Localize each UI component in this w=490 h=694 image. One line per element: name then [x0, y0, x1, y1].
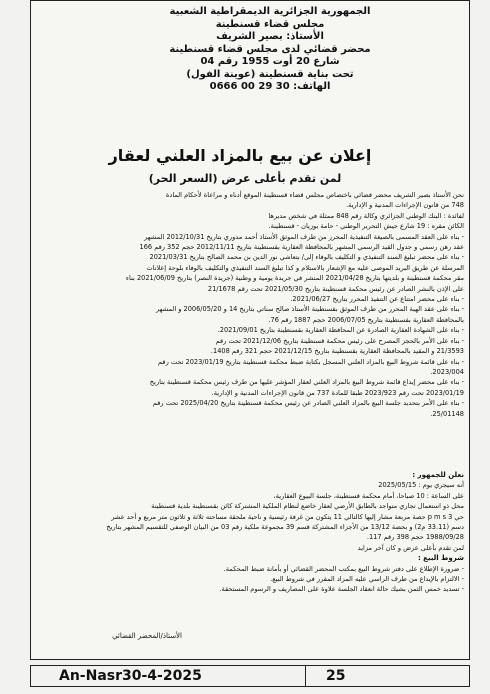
body-line: بالمحافظة العقارية بقسنطينة بتاريخ 2006/07/05 حجم 1887 رقم 76. [268, 315, 464, 324]
body-line: - بناء على محضر إيداع قائمة شروط البيع بالمزاد العلني لعقار المؤشر عليها من طرف رئيس محكمة قسنطينة بتاريخ [149, 378, 464, 387]
sale-condition: - ضرورة الإطلاع على دفتر شروط البيع بمكتب المحضر القضائي أو بأمانة ضبط المحكمة. [223, 564, 464, 573]
body-line: - بناء على الأمر بتحديد جلسة البيع بالمزاد العلني الصادر عن رئيس محكمة قسنطينة بتاريخ 2025/04/20 تحت رقم [152, 399, 464, 408]
header-line: شارع 20 أوت 1955 رقم 04 [200, 56, 340, 67]
notice-header [150, 6, 390, 94]
header-line: تحت بناية قسنطينة (عوينة الفول) [186, 68, 354, 80]
body-line: 21/3593 و المقيد بالمحافظة العقارية بقسنطينة بتاريخ 2021/12/15 حجم 321 رقم 1408. [210, 347, 464, 356]
header-line: الأستاذ: بصير الشريف [216, 31, 324, 42]
header-line: الهاتف: 30 29 00 0666 [209, 81, 331, 92]
newspaper-issue-label: An-Nasr30-4-2025 [59, 668, 202, 684]
page-number: 25 [326, 668, 346, 684]
header-line: محضر قضائي لدى مجلس قضاء قسنطينة [169, 43, 371, 55]
body-line: 2023/004. [430, 367, 464, 376]
property-description: محل ذو استعمال تجاري متواجد بالطابق الأرضي لعقار خاضع لنظام الملكية المشتركة كائن بقسنطينة بلدية قسنطينة [151, 502, 464, 511]
body-line: لفائدة : البنك الوطني الجزائري وكالة رقم 848 ممثلة في شخص مديرها [268, 211, 464, 220]
property-description: دسم (33.11 م2) و بحصة 13/12 من الأجزاء المشتركة قسم 39 مجموعة ملكية رقم 03 من البيان الوصفي للتقسيم المشهر بتاريخ [106, 523, 464, 532]
body-line: 748 من قانون الإجراءات المدنية و الإدارية. [346, 201, 464, 210]
body-line: 2023/01/19 تحت رقم 2023/923 طبقا للمادة 737 من قانون الإجراءات المدنية و الإدارية. [211, 388, 464, 397]
announcement-heading: نعلن للجمهور : [412, 471, 464, 479]
body-line: الكائن مقره : 19 شارع جيش التحرير الوطني - حامة بوزيان - قسنطينة. [268, 222, 464, 231]
header-line: الجمهورية الجزائرية الديمقراطية الشعبية [169, 6, 371, 17]
body-line: - بناء على محضر تبليغ السند التنفيذي و التكليف بالوفاء إلى/ بتعاشي نور الدين بن محمد الصالح بتاريخ 2021/03/31 [149, 253, 464, 262]
body-line: - بناء على الشهادة العقارية الصادرة عن المحافظة العقارية بقسنطينة بتاريخ 2021/09/01. [217, 326, 464, 335]
body-line: نحن الأستاذ بصير الشريف محضر قضائي باختصاص مجلس قضاء قسنطينة الموقع أدناه و مراعاة لأحكام المادة [165, 191, 464, 199]
auction-date: أنه سيجري يوم : 2025/05/15 [378, 481, 464, 490]
body-line: - بناء على العقد المسمى بالصيغة التنفيذية المحرر من طرف الموثق الأستاذ أحمد مدوري بتاريخ 2012/10/31 المشهر [144, 232, 464, 241]
sale-condition: - تسديد خمس الثمن بشيك حالة انعقاد الجلسة علاوة على المصاريف و الرسوم المستحقة. [219, 585, 464, 594]
sale-conditions-heading: شروط البيع : [417, 554, 464, 563]
property-description: حي 3 p m s حصة مربعة مشار إليها كالتالي 11 يتكون من غرفة رئيسية و ناحية ملحقة مساحته ثلاثة و ثلاثون متر مربع و أحد عشر [111, 512, 464, 521]
body-line: عقد رهن رسمي و جدول القيد الرسمي المشهر بالمحافظة العقارية بقسنطينة بتاريخ 2012/11/11 حجم 352 رقم 166 [139, 243, 464, 252]
body-line: المرسلة عن طريق البريد الموصى عليه مع الإشعار بالاستلام و كذا تبليغ السند التنفيذي والتكليف بالوفاء بلوحة إعلانات [146, 263, 464, 272]
bid-condition: لمن تقدم بأعلى عرض و كان آخر مزايد [357, 543, 464, 552]
notice-title: إعلان عن بيع بالمزاد العلني لعقار [108, 146, 372, 165]
notice-subtitle: لمن تقدم بأعلى عرض (السعر الحر) [148, 172, 342, 185]
body-line: 25/01148. [430, 409, 464, 418]
bailiff-signature: الأستاذ/المحضر القضائي [112, 632, 182, 640]
auction-time-place: على الساعة : 10 صباحا، أمام محكمة قسنطينة، جلسة البيوع العقارية، [273, 491, 464, 500]
body-line: - بناء على محضر امتناع عن التنفيذ المحرر بتاريخ 2021/06/27. [290, 295, 464, 304]
body-line: - بناء على قائمة شروط البيع بالمزاد العلني المسجل بكتابة ضبط محكمة قسنطينة بتاريخ 2023/01/19 تحت رقم [158, 357, 464, 366]
sale-condition: - الالتزام بالإيداع من طرف الراسي عليه المزاد المقرر في شروط البيع. [270, 575, 464, 584]
body-line: - بناء على الأمر بالحجز المصرح على رئيس محكمة قسنطينة بتاريخ 2021/12/06 تحت رقم [215, 336, 464, 345]
footer-divider [305, 666, 306, 686]
body-line: على الإذن بالنشر الصادر عن رئيس محكمة قسنطينة بتاريخ 2021/05/30 تحت رقم 21/1678 [207, 284, 464, 293]
body-line: مقر محكمة قسنطينة و بلديتها بتاريخ 2021/04/28 المنشر في جريدة يومية و وطنية (جريدة النصر) بتاريخ 2021/06/09 بناء [125, 274, 464, 283]
auction-details [46, 470, 464, 595]
property-description: 1988/09/28 حجم 398 رقم 117. [366, 533, 464, 542]
body-line: - بناء على عقد الهبة المحرر من طرف الموثق بقسنطينة الأستاذ صالح سناتي بتاريخ 14 و 2006/05/20 و المشهر [155, 305, 464, 314]
page-footer [30, 665, 470, 687]
header-line: مجلس قضاء قسنطينة [215, 18, 325, 30]
notice-body [46, 190, 464, 419]
